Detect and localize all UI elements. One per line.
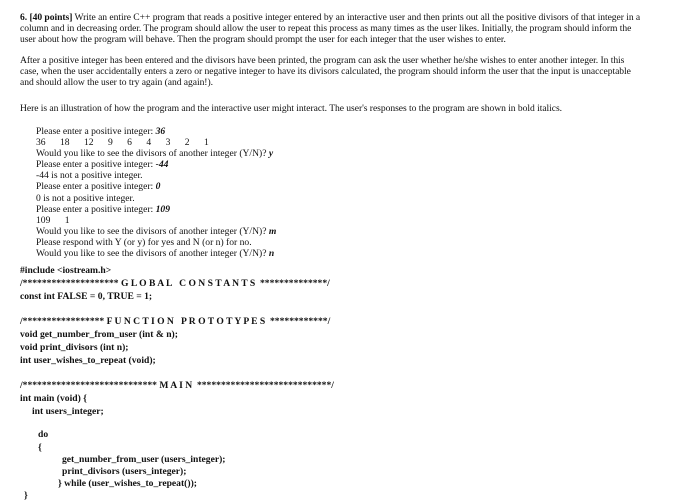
user-input: n xyxy=(268,248,275,260)
code-call-line: get_number_from_user (users_integer); xyxy=(62,454,226,465)
transcript-line xyxy=(36,204,276,215)
transcript-line xyxy=(36,226,276,237)
transcript-line xyxy=(36,126,276,137)
code-do-keyword: do xyxy=(38,429,49,440)
code-main-signature: int main (void) { xyxy=(20,393,87,404)
transcript-line: -44 is not a positive integer. xyxy=(36,170,143,182)
code-prototype-line: int user_wishes_to_repeat (void); xyxy=(20,355,156,366)
question-line: and should allow the user to try again (and again!). xyxy=(20,76,213,88)
user-input: y xyxy=(268,148,274,160)
prompt-text: Please enter a positive integer: xyxy=(36,159,154,171)
code-call-line: print_divisors (users_integer); xyxy=(62,466,187,477)
question-number: 6. [40 points] xyxy=(20,12,73,23)
transcript-line: Please respond with Y (or y) for yes and N (or n) for no. xyxy=(36,236,252,248)
question-paragraph-1 xyxy=(20,13,640,46)
code-declaration: int users_integer; xyxy=(32,406,104,417)
prompt-text: Please enter a positive integer: xyxy=(36,181,154,193)
question-line: After a positive integer has been entered and the divisors have been printed, the program can ask the user whether he/she wishes to enter another integer. In this xyxy=(20,55,625,66)
transcript-line xyxy=(36,159,276,170)
code-include: #include <iostream.h> xyxy=(20,265,112,276)
divisors-line: 36 18 12 9 6 4 3 2 1 xyxy=(36,137,209,149)
code-main-banner: /**************************** M A I N ****************************/ xyxy=(20,380,334,391)
user-input: 36 xyxy=(155,126,166,137)
prompt-text: Please enter a positive integer: xyxy=(36,203,154,215)
question-line: user about how the program will behave. Then the program should prompt the user for each integer that the user wishes to enter. xyxy=(20,33,506,45)
code-close-brace: } xyxy=(24,490,28,501)
question-line: column and in decreasing order. The program should allow the user to repeat this process as many times as the user likes. Initially, the program should inform the xyxy=(20,22,632,34)
question-line: Here is an illustration of how the program and the interactive user might interact. The user's responses to the program are shown in bold italics. xyxy=(20,103,563,114)
transcript-line xyxy=(36,248,276,259)
code-prototypes-banner: /***************** F U N C T I O N P R O T O T Y P E S ************/ xyxy=(20,316,331,327)
divisors-line: 109 1 xyxy=(36,214,70,226)
prompt-text: Please enter a positive integer: xyxy=(36,126,154,137)
prompt-text: Would you like to see the divisors of another integer (Y/N)? xyxy=(36,225,267,237)
question-line: case, when the user accidentally enters a zero or negative integer to have its divisors calculated, the program should inform the user that the input is unacceptable xyxy=(20,65,631,77)
user-input: 109 xyxy=(155,203,171,215)
transcript-line: 0 is not a positive integer. xyxy=(36,192,135,204)
transcript-line xyxy=(36,181,276,192)
prompt-text: Would you like to see the divisors of another integer (Y/N)? xyxy=(36,148,267,160)
user-input: m xyxy=(268,225,277,237)
prompt-text: Would you like to see the divisors of another integer (Y/N)? xyxy=(36,248,267,260)
code-prototype-line: void get_number_from_user (int & n); xyxy=(20,329,178,340)
code-while-line: } while (user_wishes_to_repeat()); xyxy=(58,478,197,489)
code-global-banner: /******************** G L O B A L C O N S T A N T S **************/ xyxy=(20,278,330,289)
sample-transcript xyxy=(36,126,276,259)
question-paragraph-3 xyxy=(20,104,562,115)
code-open-brace: { xyxy=(38,442,42,453)
transcript-line xyxy=(36,148,276,159)
code-prototype-line: void print_divisors (int n); xyxy=(20,342,129,353)
question-text: Write an entire C++ program that reads a positive integer entered by an interactive user and then prints out all the positive divisors of that integer in a xyxy=(74,12,641,23)
user-input: -44 xyxy=(155,159,169,171)
user-input: 0 xyxy=(155,181,161,193)
code-global-constants: const int FALSE = 0, TRUE = 1; xyxy=(20,291,153,302)
question-paragraph-2 xyxy=(20,56,631,89)
